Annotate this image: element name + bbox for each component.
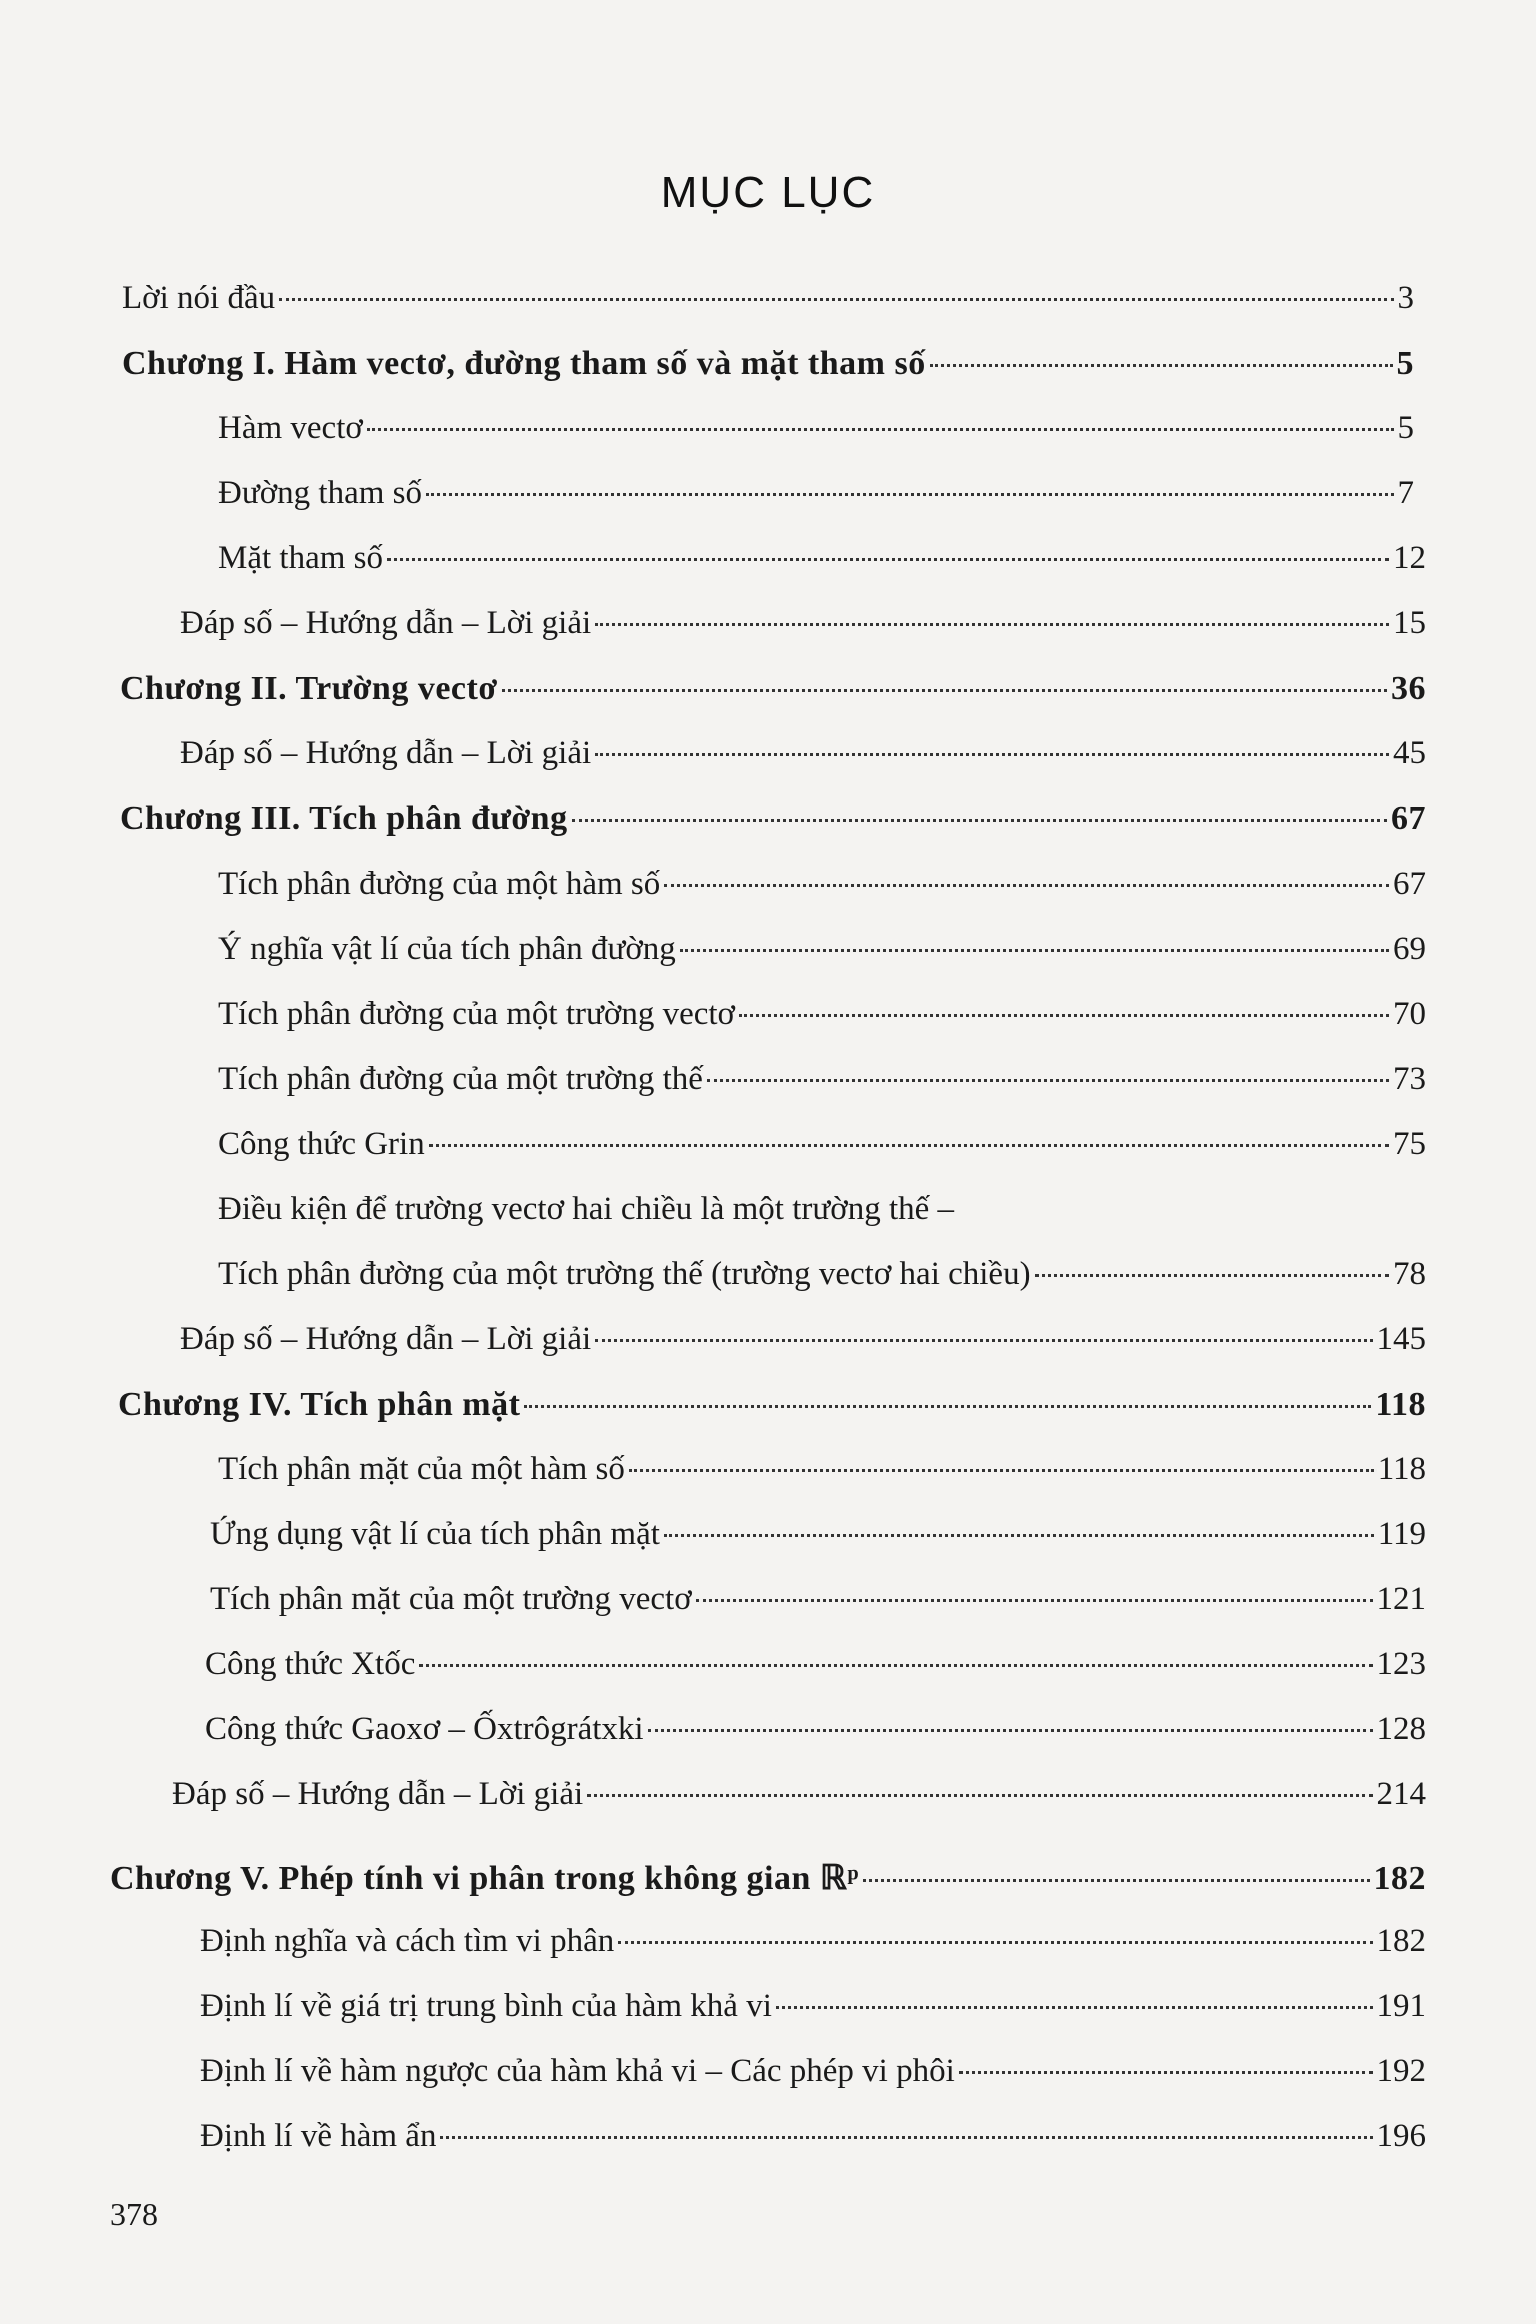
toc-entry-label: Lời nói đầu — [122, 280, 276, 316]
toc-entry-label: Điều kiện để trường vectơ hai chiều là một trường thế – — [218, 1191, 955, 1227]
toc-entry-label: Đáp số – Hướng dẫn – Lời giải — [180, 735, 592, 771]
toc-entry-section — [218, 996, 1426, 1046]
toc-entry-label: Định lí về hàm ngược của hàm khả vi – Các phép vi phôi — [200, 2053, 955, 2089]
toc-entry-page: 119 — [1377, 1516, 1426, 1552]
toc-entry-label: Đáp số – Hướng dẫn – Lời giải — [180, 1321, 592, 1357]
toc-entry-chapter-4 — [118, 1386, 1426, 1436]
toc-entry-page: 121 — [1376, 1581, 1426, 1617]
toc-entry-label: Công thức Grin — [218, 1126, 425, 1162]
toc-entry-section — [200, 2053, 1426, 2103]
toc-leader-dots — [419, 1664, 1372, 1667]
toc-entry-page: 70 — [1393, 996, 1426, 1032]
toc-entry-page: 5 — [1397, 410, 1414, 446]
toc-entry-chapter-3 — [120, 800, 1426, 850]
toc-entry-answers — [172, 1776, 1426, 1826]
toc-entry-section — [218, 540, 1426, 590]
toc-entry-label: Tích phân đường của một trường thế — [218, 1061, 703, 1097]
toc-entry-section — [218, 1126, 1426, 1176]
toc-entry-label: Định lí về giá trị trung bình của hàm khả vi — [200, 1988, 772, 2024]
toc-entry-answers — [180, 1321, 1426, 1371]
toc-entry-label: Ý nghĩa vật lí của tích phân đường — [218, 931, 676, 967]
toc-entry-section — [218, 1061, 1426, 1111]
toc-leader-dots — [524, 1405, 1371, 1408]
toc-entry-page: 67 — [1393, 866, 1426, 902]
toc-entry-section — [218, 931, 1426, 981]
toc-entry-section — [205, 1711, 1426, 1761]
toc-leader-dots — [707, 1079, 1389, 1082]
toc-leader-dots — [664, 1534, 1374, 1537]
toc-leader-dots — [572, 819, 1387, 822]
toc-entry-answers — [180, 605, 1426, 655]
toc-entry-label: Ứng dụng vật lí của tích phân mặt — [210, 1516, 660, 1552]
toc-entry-label: Tích phân đường của một trường thế (trường vectơ hai chiều) — [218, 1256, 1031, 1292]
toc-leader-dots — [595, 623, 1389, 626]
toc-leader-dots — [776, 2006, 1373, 2009]
toc-entry-label: Tích phân mặt của một hàm số — [218, 1451, 625, 1487]
toc-entry-page: 123 — [1376, 1646, 1426, 1682]
toc-leader-dots — [648, 1729, 1373, 1732]
toc-entry-page: 5 — [1396, 345, 1414, 382]
toc-entry-chapter-1 — [122, 345, 1414, 395]
toc-entry-page: 15 — [1393, 605, 1426, 641]
toc-entry-section — [218, 410, 1414, 460]
toc-entry-section — [218, 866, 1426, 916]
toc-entry-label: Mặt tham số — [218, 540, 383, 576]
toc-entry-label: Đường tham số — [218, 475, 422, 511]
toc-entry-page: 3 — [1397, 280, 1414, 316]
toc-entry-label: Chương V. Phép tính vi phân trong không gian ℝᵖ — [110, 1860, 859, 1897]
toc-entry-page: 69 — [1393, 931, 1426, 967]
toc-entry-label: Tích phân đường của một trường vectơ — [218, 996, 735, 1032]
toc-leader-dots — [502, 689, 1387, 692]
toc-leader-dots — [367, 428, 1394, 431]
toc-entry-section — [218, 1451, 1426, 1501]
toc-entry-chapter-2 — [120, 670, 1426, 720]
toc-entry-page: 214 — [1376, 1776, 1426, 1812]
toc-entry-page: 145 — [1376, 1321, 1426, 1357]
toc-entry-page: 36 — [1391, 670, 1426, 707]
toc-leader-dots — [618, 1941, 1372, 1944]
toc-entry-page: 182 — [1376, 1923, 1426, 1959]
toc-entry-section — [200, 1923, 1426, 1973]
toc-entry-label: Đáp số – Hướng dẫn – Lời giải — [180, 605, 592, 641]
toc-entry-label: Định nghĩa và cách tìm vi phân — [200, 1923, 615, 1959]
toc-entry-label: Chương III. Tích phân đường — [120, 800, 568, 837]
toc-entry-label: Chương II. Trường vectơ — [120, 670, 498, 707]
toc-entry-label: Hàm vectơ — [218, 410, 363, 446]
toc-entry-page: 128 — [1376, 1711, 1426, 1747]
toc-entry-label: Công thức Gaoxơ – Ốxtrôgrátxki — [205, 1711, 644, 1747]
toc-leader-dots — [279, 298, 1393, 301]
toc-leader-dots — [440, 2136, 1372, 2139]
toc-entry-section — [210, 1516, 1426, 1566]
toc-entry-section — [200, 2118, 1426, 2168]
toc-entry-label: Chương I. Hàm vectơ, đường tham số và mặt tham số — [122, 345, 926, 382]
toc-leader-dots — [587, 1794, 1372, 1797]
toc-entry-label: Đáp số – Hướng dẫn – Lời giải — [172, 1776, 584, 1812]
toc-entry-label: Tích phân đường của một hàm số — [218, 866, 661, 902]
toc-entry-page: 192 — [1376, 2053, 1426, 2089]
toc-entry-label: Công thức Xtốc — [205, 1646, 416, 1682]
toc-entry-label: Chương IV. Tích phân mặt — [118, 1386, 521, 1423]
toc-leader-dots — [629, 1469, 1374, 1472]
toc-leader-dots — [664, 884, 1389, 887]
toc-entry-page: 191 — [1376, 1988, 1426, 2024]
toc-entry-page: 45 — [1393, 735, 1426, 771]
toc-leader-dots — [739, 1014, 1389, 1017]
toc-leader-dots — [426, 493, 1394, 496]
toc-entry-section — [205, 1646, 1426, 1696]
toc-entry-section — [218, 1191, 1426, 1241]
toc-leader-dots — [429, 1144, 1389, 1147]
toc-leader-dots — [959, 2071, 1373, 2074]
page-number: 378 — [110, 2196, 158, 2232]
toc-leader-dots — [387, 558, 1389, 561]
toc-leader-dots — [1035, 1274, 1389, 1277]
toc-entry-label: Tích phân mặt của một trường vectơ — [210, 1581, 692, 1617]
toc-leader-dots — [680, 949, 1389, 952]
toc-leader-dots — [595, 753, 1389, 756]
toc-entry-front — [122, 280, 1414, 330]
toc-entry-page: 12 — [1393, 540, 1426, 576]
toc-leader-dots — [863, 1879, 1370, 1882]
toc-entry-page: 67 — [1391, 800, 1426, 837]
toc-entry-page: 73 — [1393, 1061, 1426, 1097]
toc-entry-section — [200, 1988, 1426, 2038]
toc-leader-dots — [696, 1599, 1373, 1602]
toc-entry-label: Định lí về hàm ẩn — [200, 2118, 437, 2154]
toc-entry-page: 78 — [1393, 1256, 1426, 1292]
toc-entry-section — [218, 475, 1414, 525]
toc-entry-answers — [180, 735, 1426, 785]
toc-entry-page: 118 — [1377, 1451, 1426, 1487]
toc-entry-chapter-5 — [110, 1858, 1426, 1908]
toc-entry-page: 196 — [1376, 2118, 1426, 2154]
toc-entry-page: 118 — [1375, 1386, 1426, 1423]
toc-entry-page: 75 — [1393, 1126, 1426, 1162]
toc-entry-page: 182 — [1373, 1860, 1426, 1897]
toc-entry-page: 7 — [1397, 475, 1414, 511]
toc-leader-dots — [930, 364, 1393, 367]
toc-entry-section — [210, 1581, 1426, 1631]
toc-entry-section — [218, 1256, 1426, 1306]
toc-leader-dots — [595, 1339, 1372, 1342]
page-title: MỤC LỤC — [660, 168, 876, 217]
